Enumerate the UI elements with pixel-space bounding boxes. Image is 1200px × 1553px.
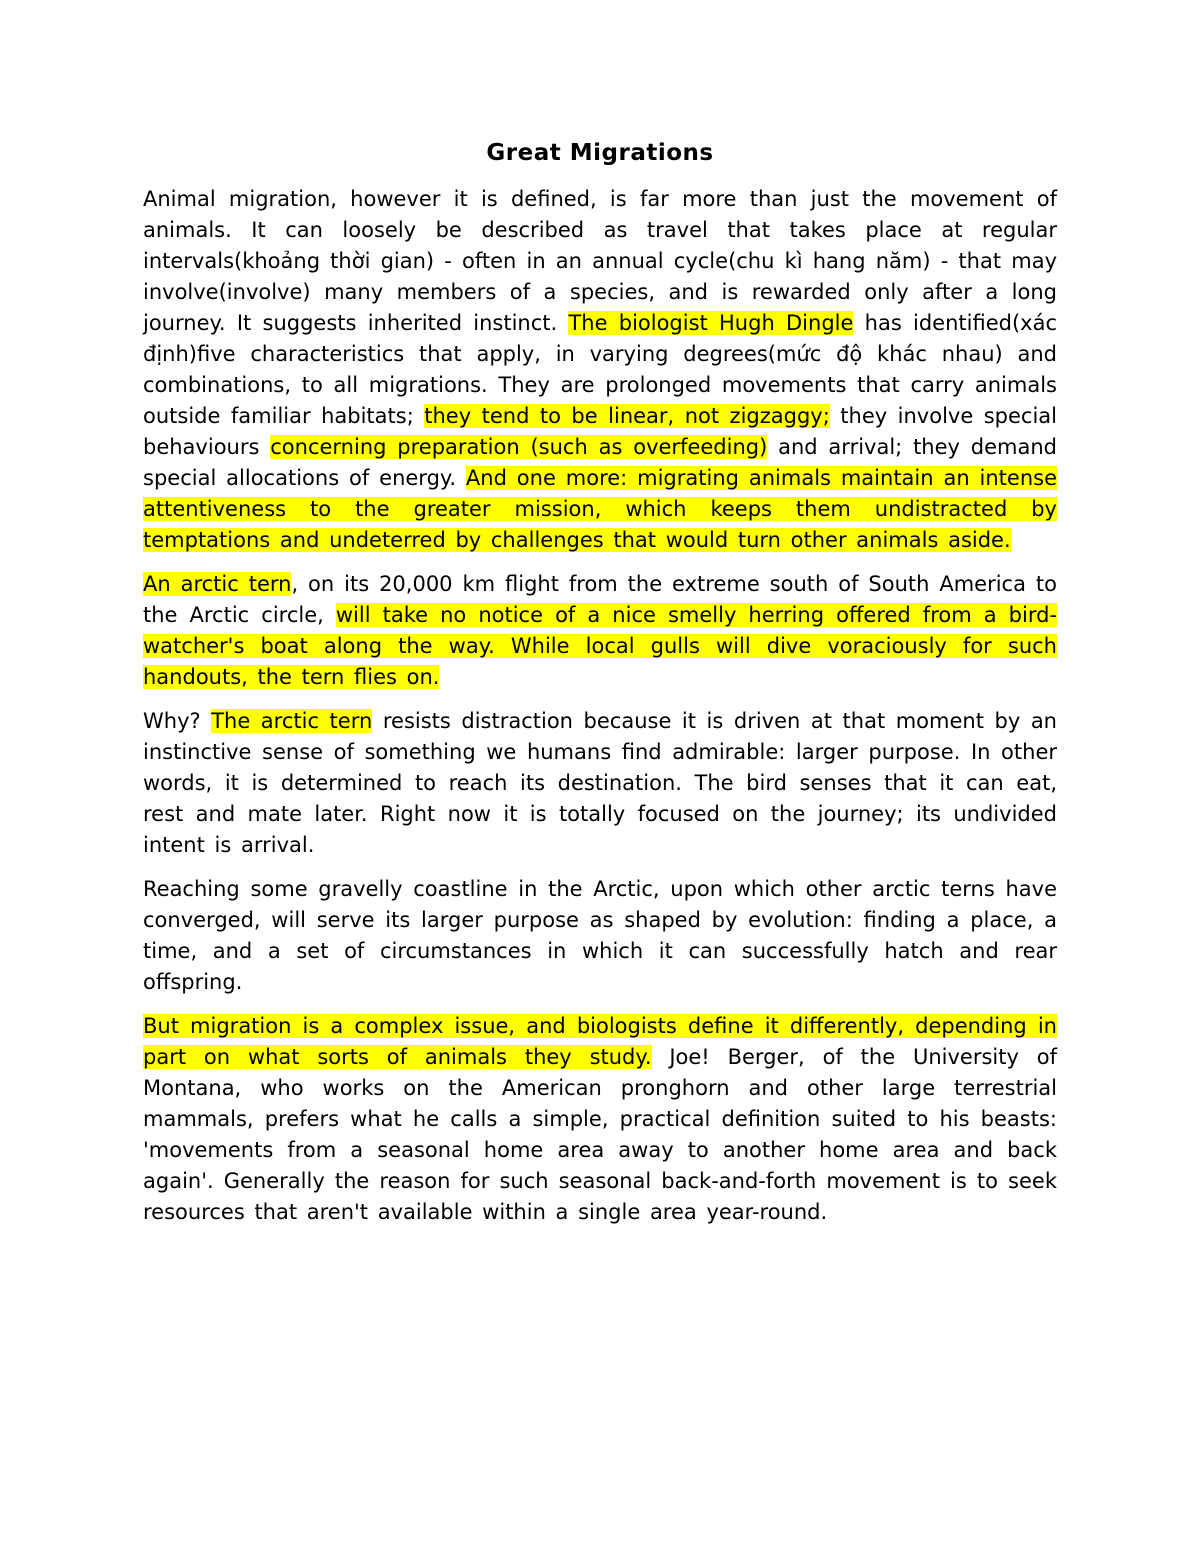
highlighted-text-run: And one more: migrating animals maintain an intense attentiveness to the greater mission, which keeps them undistracted by temptations and undeterred by challenges that would turn other animals aside. [143,466,1057,552]
highlighted-text-run: But migration is a complex issue, and biologists define it differently, depending in part on what sorts of animals they study. [143,1014,1057,1069]
document-body [143,184,1057,1228]
paragraph [143,874,1057,998]
paragraph [143,1011,1057,1228]
paragraph [143,706,1057,861]
text-run: , on its 20,000 km flight from the extreme south of South America to the Arctic circle, [143,572,1057,627]
text-run: Reaching some gravelly coastline in the Arctic, upon which other arctic terns have converged, will serve its larger purpose as shaped by evolution: finding a place, a time, and a set of circumstances in which it can successfully hatch and rear offspring. [143,877,1057,994]
text-run: resists distraction because it is driven at that moment by an instinctive sense of something we humans find admirable: larger purpose. In other words, it is determined to reach its destination. The bird senses that it can eat, rest and mate later. Right now it is totally focused on the journey; its undivided intent is arrival. [143,709,1057,857]
text-run: has identified(xác định)five characteristics that apply, in varying degrees(mức độ khác nhau) and combinations, to all migrations. They are prolonged movements that carry animals outside familiar habitats; [143,311,1057,428]
highlighted-text-run: will take no notice of a nice smelly herring offered from a bird-watcher's boat along the way. While local gulls will dive voraciously for such handouts, the tern flies on. [143,603,1057,689]
highlighted-text-run: An arctic tern [143,572,292,596]
highlighted-text-run: concerning preparation (such as overfeeding) [270,435,768,459]
highlighted-text-run: The arctic tern [211,709,373,733]
text-run: Joe! Berger, of the University of Montana, who works on the American pronghorn and other large terrestrial mammals, prefers what he calls a simple, practical definition suited to his beasts: 'movements from a seasonal home area away to another home area and back again'. Generally the reason for such seasonal back-and-forth movement is to seek resources that aren't available within a single area year-round. [143,1045,1057,1224]
paragraph [143,184,1057,556]
document-title: Great Migrations [486,140,714,166]
highlighted-text-run: The biologist Hugh Dingle [568,311,854,335]
text-run: Animal migration, however it is defined, is far more than just the movement of animals. It can loosely be described as travel that takes place at regular intervals(khoảng thời gian) - often in an annual cycle(chu kì hang năm) - that may involve(involve) many members of a species, and is rewarded only after a long journey. It suggests inherited instinct. [143,187,1057,335]
highlighted-text-run: they tend to be linear, not zigzaggy; [424,404,830,428]
text-run: Why? [143,709,212,733]
paragraph [143,569,1057,693]
text-run: they involve special behaviours [143,404,1057,459]
text-run: and arrival; they demand special allocations of energy. [143,435,1057,490]
